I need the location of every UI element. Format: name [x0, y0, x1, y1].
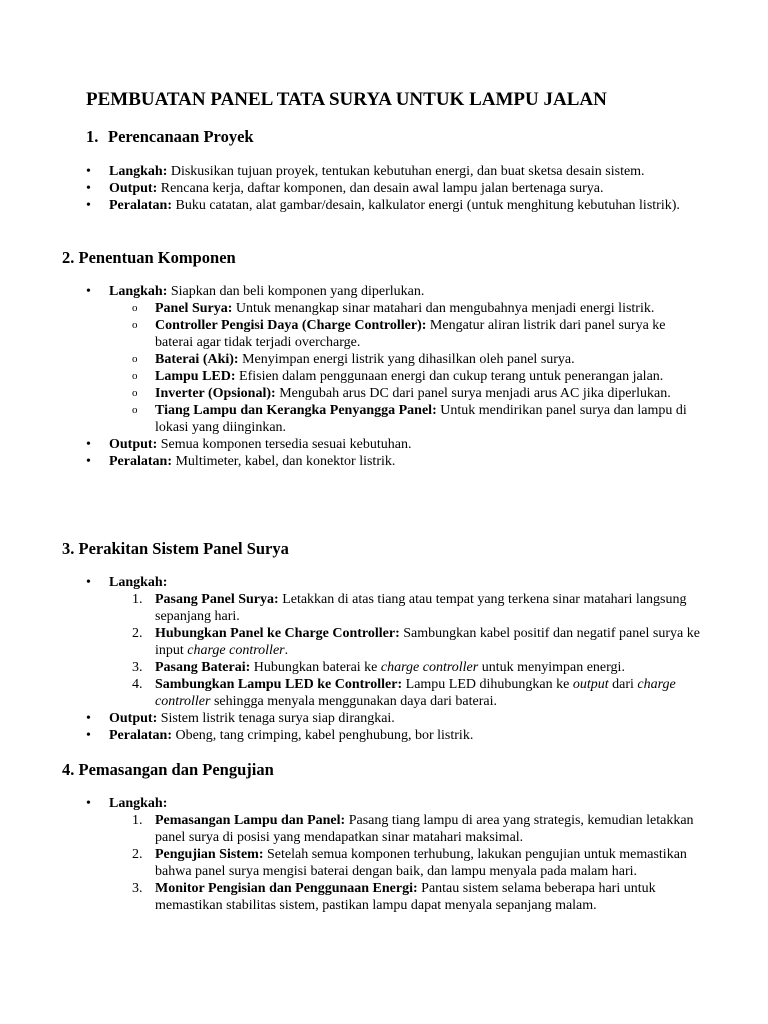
list-item	[86, 453, 706, 470]
step-text: Letakkan di atas tiang atau tempat yang terkena sinar matahari langsung sepanjang hari.	[155, 592, 687, 624]
item-label: Lampu LED:	[155, 369, 236, 384]
item-text: Siapkan dan beli komponen yang diperlukan.	[170, 284, 425, 299]
item-text: Sistem listrik tenaga surya siap dirangkai.	[160, 711, 395, 726]
assembly-steps	[109, 591, 706, 710]
step-label: Pasang Panel Surya:	[155, 592, 279, 607]
step-label: Pengujian Sistem:	[155, 847, 264, 862]
item-text: Buku catatan, alat gambar/desain, kalkulator energi (untuk menghitung kebutuhan listrik).	[175, 198, 680, 213]
section-1-title: Perencanaan Proyek	[108, 127, 254, 146]
step-label: Pemasangan Lampu dan Panel:	[155, 813, 346, 828]
step-text: .	[284, 643, 289, 658]
circle-bullet-icon: o	[132, 387, 138, 399]
step-number: 1.	[132, 813, 143, 828]
item-label: Controller Pengisi Daya (Charge Controller):	[155, 318, 427, 333]
list-item	[86, 795, 706, 914]
step-item	[109, 625, 706, 659]
item-label: Panel Surya:	[155, 301, 233, 316]
item-text: Rencana kerja, daftar komponen, dan desain awal lampu jalan bertenaga surya.	[160, 181, 604, 196]
sublist-item	[109, 300, 706, 317]
section-3-heading: 3. Perakitan Sistem Panel Surya	[62, 539, 289, 558]
item-label: Tiang Lampu dan Kerangka Penyangga Panel:	[155, 403, 437, 418]
step-number: 1.	[132, 592, 143, 607]
sublist-item	[109, 385, 706, 402]
step-item	[109, 659, 706, 676]
section-2-list	[86, 283, 706, 470]
step-label: Pasang Baterai:	[155, 660, 251, 675]
step-item	[109, 812, 706, 846]
step-text: Pasang tiang lampu di area yang strategis, kemudian letakkan panel surya di posisi yang mendapatkan sinar matahari maksimal.	[155, 813, 694, 845]
step-number: 2.	[132, 847, 143, 862]
step-item	[109, 676, 706, 710]
sublist-item	[109, 368, 706, 385]
step-emphasis: charge controller	[187, 643, 285, 658]
list-item	[86, 710, 706, 727]
step-text: Pantau sistem selama beberapa hari untuk memastikan stabilitas sistem, pastikan lampu dapat menyala sepanjang malam.	[155, 881, 656, 913]
step-text: sehingga menyala menggunakan daya dari baterai.	[213, 694, 497, 709]
step-emphasis: output	[572, 677, 609, 692]
item-label: Langkah:	[109, 284, 168, 299]
list-item	[86, 436, 706, 453]
list-item	[86, 197, 706, 214]
item-label: Peralatan:	[109, 728, 172, 743]
step-item	[109, 591, 706, 625]
list-item	[86, 180, 706, 197]
section-1-number: 1.	[86, 127, 99, 146]
sublist-item	[109, 317, 706, 351]
section-4-list	[86, 795, 706, 914]
step-item	[109, 880, 706, 914]
item-text: Mengubah arus DC dari panel surya menjadi arus AC jika diperlukan.	[279, 386, 671, 401]
step-text: dari	[612, 677, 634, 692]
section-3-list	[86, 574, 706, 744]
sublist-item	[109, 351, 706, 368]
circle-bullet-icon: o	[132, 302, 138, 314]
item-text: Menyimpan energi listrik yang dihasilkan oleh panel surya.	[242, 352, 575, 367]
section-2-heading: 2. Penentuan Komponen	[62, 248, 236, 267]
item-text: Untuk mendirikan panel surya dan lampu di lokasi yang diinginkan.	[155, 403, 687, 435]
item-label: Output:	[109, 181, 158, 196]
item-label: Output:	[109, 711, 158, 726]
item-label: Peralatan:	[109, 454, 172, 469]
sublist-item	[109, 402, 706, 436]
step-item	[109, 846, 706, 880]
item-label: Langkah:	[109, 796, 168, 811]
list-item	[86, 574, 706, 710]
item-text: Untuk menangkap sinar matahari dan mengubahnya menjadi energi listrik.	[235, 301, 655, 316]
step-label: Sambungkan Lampu LED ke Controller:	[155, 677, 403, 692]
circle-bullet-icon: o	[132, 370, 138, 382]
section-1-list	[86, 163, 706, 214]
list-item	[86, 283, 706, 436]
step-text: Sambungkan kabel positif dan negatif panel surya ke input	[155, 626, 700, 658]
item-label: Langkah:	[109, 575, 168, 590]
list-item	[86, 727, 706, 744]
item-text: Mengatur aliran listrik dari panel surya ke baterai agar tidak terjadi overcharge.	[155, 318, 666, 350]
item-text: Efisien dalam penggunaan energi dan cukup terang untuk penerangan jalan.	[239, 369, 664, 384]
step-text: Setelah semua komponen terhubung, lakukan pengujian untuk memastikan bahwa panel surya mengisi baterai dengan baik, dan lampu menyala pada malam hari.	[155, 847, 687, 879]
item-text: Semua komponen tersedia sesuai kebutuhan.	[160, 437, 412, 452]
item-label: Peralatan:	[109, 198, 172, 213]
step-label: Hubungkan Panel ke Charge Controller:	[155, 626, 400, 641]
circle-bullet-icon: o	[132, 319, 138, 331]
installation-steps	[109, 812, 706, 914]
step-text: Hubungkan baterai ke	[253, 660, 378, 675]
component-sublist	[109, 300, 706, 436]
item-text: Obeng, tang crimping, kabel penghubung, bor listrik.	[175, 728, 474, 743]
circle-bullet-icon: o	[132, 404, 138, 416]
item-text: Diskusikan tujuan proyek, tentukan kebutuhan energi, dan buat sketsa desain sistem.	[170, 164, 645, 179]
step-text: Lampu LED dihubungkan ke	[405, 677, 570, 692]
step-label: Monitor Pengisian dan Penggunaan Energi:	[155, 881, 418, 896]
item-label: Baterai (Aki):	[155, 352, 239, 367]
step-number: 3.	[132, 660, 143, 675]
item-label: Langkah:	[109, 164, 168, 179]
step-number: 2.	[132, 626, 143, 641]
item-text: Multimeter, kabel, dan konektor listrik.	[175, 454, 396, 469]
section-1-heading	[86, 127, 254, 147]
step-number: 3.	[132, 881, 143, 896]
item-label: Inverter (Opsional):	[155, 386, 276, 401]
step-emphasis: charge controller	[155, 677, 676, 709]
step-number: 4.	[132, 677, 143, 692]
document-title: PEMBUATAN PANEL TATA SURYA UNTUK LAMPU JALAN	[86, 89, 607, 110]
list-item	[86, 163, 706, 180]
circle-bullet-icon: o	[132, 353, 138, 365]
item-label: Output:	[109, 437, 158, 452]
step-emphasis: charge controller	[380, 660, 479, 675]
section-4-heading: 4. Pemasangan dan Pengujian	[62, 760, 274, 779]
step-text: untuk menyimpan energi.	[481, 660, 625, 675]
